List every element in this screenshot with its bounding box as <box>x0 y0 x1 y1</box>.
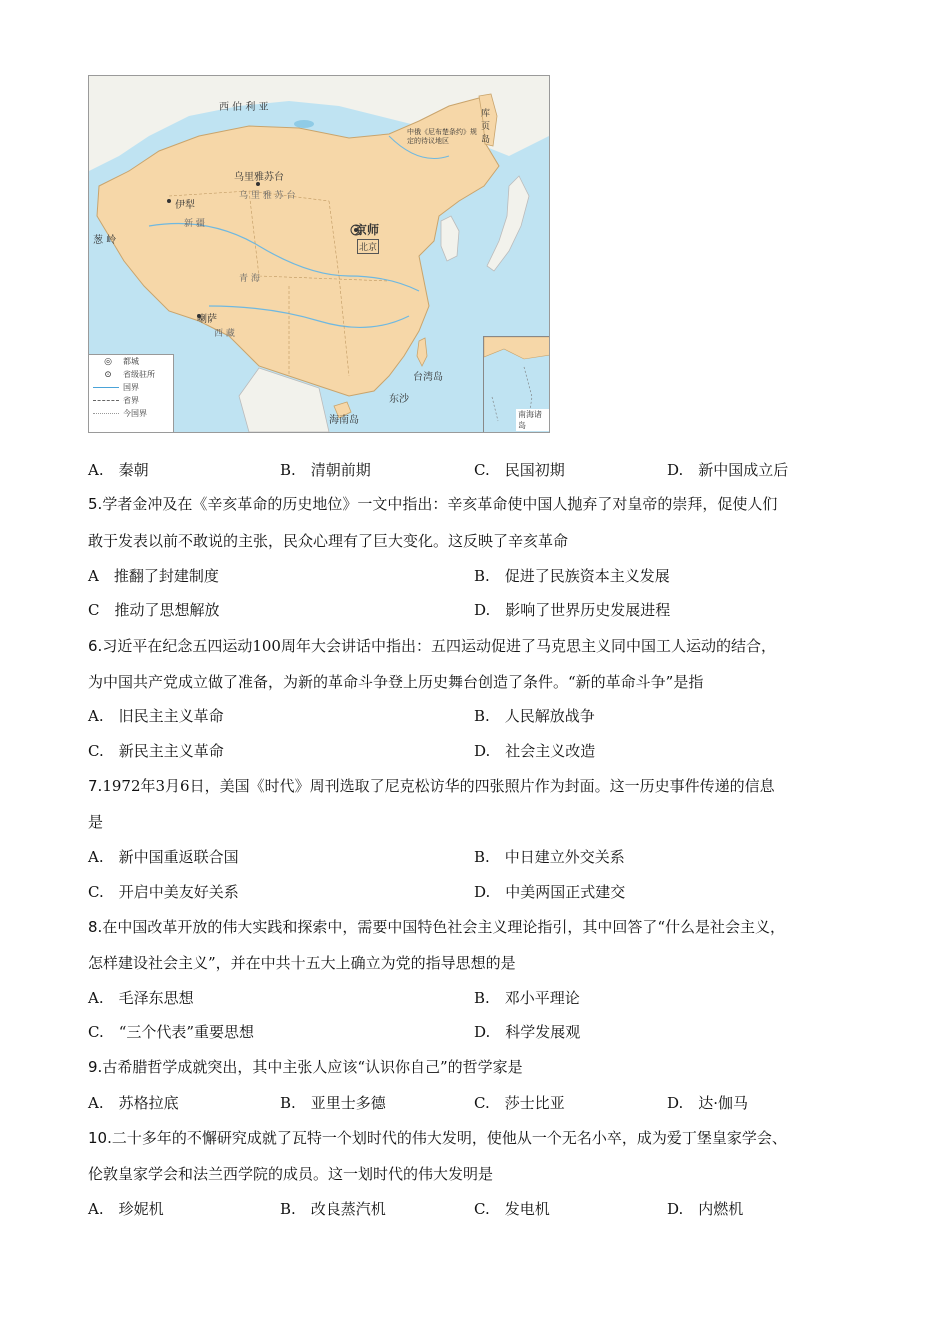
legend-provincial: ⊙ 省级驻所 <box>89 368 173 381</box>
label-xinjiang: 新 疆 <box>184 219 205 229</box>
legend-provincial-border: 省界 <box>89 394 173 407</box>
q8-line-2: 怎样建设社会主义”，并在中共十五大上确立为党的指导思想的是 <box>88 954 516 972</box>
legend-national-border: 国界 <box>89 381 173 394</box>
legend-modern-border: 今国界 <box>89 407 173 420</box>
q9-line-1: 9.古希腊哲学成就突出，其中主张人应该“认识你自己”的哲学家是 <box>88 1058 523 1076</box>
q6-option-a: A. 旧民主主义革命 <box>88 707 224 725</box>
q4-option-a: A. 秦朝 <box>88 461 149 479</box>
q6-option-d: D. 社会主义改造 <box>474 742 596 760</box>
q6-number: 6 <box>88 637 98 655</box>
inset-label: 南海诸岛 <box>516 409 550 431</box>
q7-option-c: C. 开启中美友好关系 <box>88 883 239 901</box>
label-taiwan: 台湾岛 <box>413 372 443 383</box>
label-hainan: 海南岛 <box>329 415 359 426</box>
q8-option-d: D. 科学发展观 <box>474 1023 581 1041</box>
q8-line-1: 8.在中国改革开放的伟大实践和探索中，需要中国特色社会主义理论指引，其中回答了“什么是社会主义， <box>88 918 785 936</box>
q8-number: 8 <box>88 918 98 936</box>
provincial-border-line-icon <box>93 400 119 401</box>
q6-option-c: C. 新民主主义革命 <box>88 742 224 760</box>
label-jingshi: 京师 <box>355 223 380 237</box>
q7-option-a: A. 新中国重返联合国 <box>88 848 239 866</box>
q4-option-c: C. 民国初期 <box>474 461 565 479</box>
q9-option-c: C. 莎士比亚 <box>474 1094 565 1112</box>
q10-number: 10 <box>88 1129 108 1147</box>
label-mongolia-region: 乌 里 雅 苏 台 <box>239 191 296 201</box>
q5-option-d: D. 影响了世界历史发展进程 <box>474 601 671 619</box>
q9-option-b: B. 亚里士多德 <box>280 1094 386 1112</box>
label-ulyasutai: 乌里雅苏台 <box>234 172 284 183</box>
label-yili: 伊犁 <box>175 200 195 211</box>
capital-symbol-icon: ◎ <box>104 356 112 367</box>
provincial-seat-icon: ⊙ <box>104 369 112 380</box>
q5-option-b: B. 促进了民族资本主义发展 <box>474 567 670 585</box>
label-siberia: 西 伯 利 亚 <box>219 102 269 113</box>
q8-option-c: C. “三个代表”重要思想 <box>88 1023 255 1041</box>
label-dongsha: 东沙 <box>389 394 409 405</box>
q4-option-b: B. 清朝前期 <box>280 461 371 479</box>
q4-option-d: D. 新中国成立后 <box>667 461 789 479</box>
label-beijing: 北京 <box>357 239 379 254</box>
modern-border-line-icon <box>93 413 119 414</box>
national-border-line-icon <box>93 387 119 388</box>
label-qinghai: 青 海 <box>239 274 260 284</box>
q6-line-1: 6.习近平在纪念五四运动100周年大会讲话中指出：五四运动促进了马克思主义同中国工人运动的结合， <box>88 637 776 655</box>
q9-option-d: D. 达·伽马 <box>667 1094 749 1112</box>
label-congling: 葱 岭 <box>93 235 117 246</box>
q7-option-b: B. 中日建立外交关系 <box>474 848 625 866</box>
q7-option-d: D. 中美两国正式建交 <box>474 883 626 901</box>
q9-number: 9 <box>88 1058 98 1076</box>
q10-option-a: A. 珍妮机 <box>88 1200 164 1218</box>
q9-option-a: A. 苏格拉底 <box>88 1094 179 1112</box>
q10-option-d: D. 内燃机 <box>667 1200 744 1218</box>
label-kuye: 库 页 岛 <box>481 109 491 145</box>
label-treaty-note: 中俄《尼布楚条约》规定的待议地区 <box>407 128 477 145</box>
q10-line-1: 10.二十多年的不懈研究成就了瓦特一个划时代的伟大发明，使他从一个无名小卒，成为爱丁堡皇家学会、 <box>88 1129 787 1147</box>
q10-line-2: 伦敦皇家学会和法兰西学院的成员。这一划时代的伟大发明是 <box>88 1165 494 1183</box>
q6-option-b: B. 人民解放战争 <box>474 707 595 725</box>
legend-capital: ◎ 都城 <box>89 355 173 368</box>
q8-option-b: B. 邓小平理论 <box>474 989 580 1007</box>
q5-option-c: C 推动了思想解放 <box>88 601 220 619</box>
q10-option-b: B. 改良蒸汽机 <box>280 1200 386 1218</box>
map-legend <box>89 354 174 433</box>
q10-option-c: C. 发电机 <box>474 1200 550 1218</box>
q7-line-1: 7.1972年3月6日，美国《时代》周刊选取了尼克松访华的四张照片作为封面。这一历史事件传递的信息 <box>88 777 775 795</box>
q6-line-2: 为中国共产党成立做了准备，为新的革命斗争登上历史舞台创造了条件。“新的革命斗争”是指 <box>88 673 704 691</box>
q7-line-2: 是 <box>88 813 104 831</box>
q5-line-1: 5.学者金冲及在《辛亥革命的历史地位》一文中指出：辛亥革命使中国人抛弃了对皇帝的崇拜，促使人们 <box>88 495 778 513</box>
label-xizang: 西 藏 <box>214 329 235 339</box>
q5-option-a: A 推翻了封建制度 <box>88 567 219 585</box>
label-lhasa: 喇萨 <box>197 314 217 325</box>
q8-option-a: A. 毛泽东思想 <box>88 989 194 1007</box>
south-china-sea-inset <box>483 336 550 433</box>
q5-number: 5 <box>88 495 98 513</box>
q5-line-2: 敢于发表以前不敢说的主张，民众心理有了巨大变化。这反映了辛亥革命 <box>88 532 569 550</box>
qing-dynasty-map <box>88 75 550 433</box>
q7-number: 7 <box>88 777 98 795</box>
